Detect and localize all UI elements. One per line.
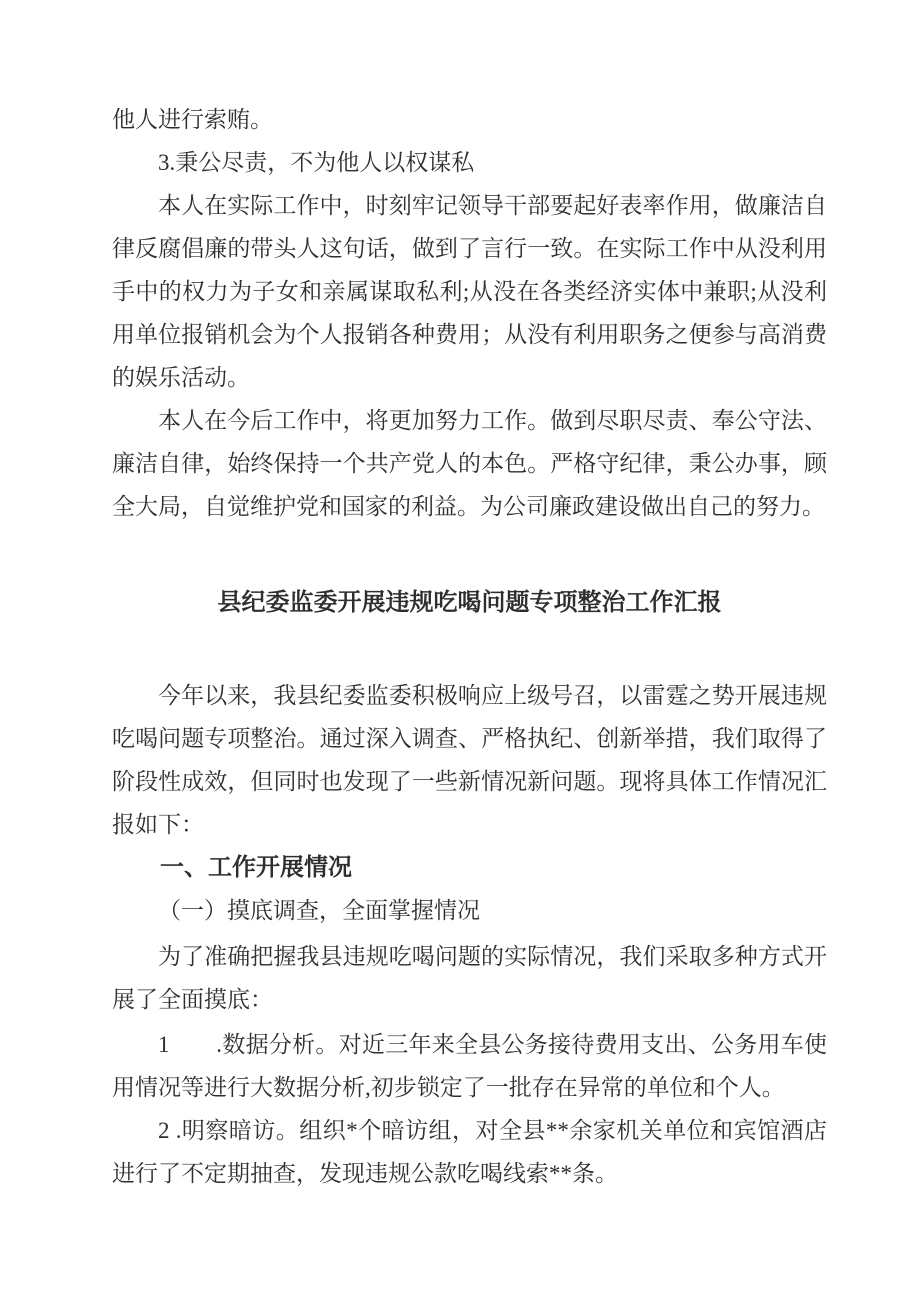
para-closing: 本人在今后工作中，将更加努力工作。做到尽职尽责、奉公守法、廉洁自律，始终保持一个共产党人的本色。严格守纪律，秉公办事，顾全大局，自觉维护党和国家的利益。为公司廉政建设做出自己的努力。 — [112, 408, 827, 519]
para-continued: 他人进行索贿。 — [112, 107, 273, 132]
list-item-1-data-analysis: 1 .数据分析。对近三年来全县公务接待费用支出、公务用车使用情况等进行大数据分析,初步锁定了一批存在异常的单位和个人。 — [112, 1032, 827, 1100]
list-item-2-inspection: 2 .明察暗访。组织*个暗访组，对全县**余家机关单位和宾馆酒店进行了不定期抽查，发现违规公款吃喝线索**条。 — [112, 1118, 827, 1186]
para-point3-heading: 3.秉公尽责，不为他人以权谋私 — [158, 150, 475, 175]
para-survey-intro: 为了准确把握我县违规吃喝问题的实际情况，我们采取多种方式开展了全面摸底： — [112, 944, 827, 1012]
heading-subsection-1-1: （一）摸底调查，全面掌握情况 — [158, 898, 480, 923]
para-report-intro: 今年以来，我县纪委监委积极响应上级号召，以雷霆之势开展违规吃喝问题专项整治。通过深入调查、严格执纪、创新举措，我们取得了阶段性成效，但同时也发现了一些新情况新问题。现将具体工作情况汇报如下： — [112, 683, 827, 837]
para-point3-body: 本人在实际工作中，时刻牢记领导干部要起好表率作用，做廉洁自律反腐倡廉的带头人这句话，做到了言行一致。在实际工作中从没利用手中的权力为子女和亲属谋取私利;从没在各类经济实体中兼职;从没利用单位报销机会为个人报销各种费用；从没有利用职务之便参与高消费的娱乐活动。 — [112, 193, 827, 390]
report-title: 县纪委监委开展违规吃喝问题专项整治工作汇报 — [217, 589, 722, 616]
heading-section-1: 一、工作开展情况 — [160, 854, 352, 881]
